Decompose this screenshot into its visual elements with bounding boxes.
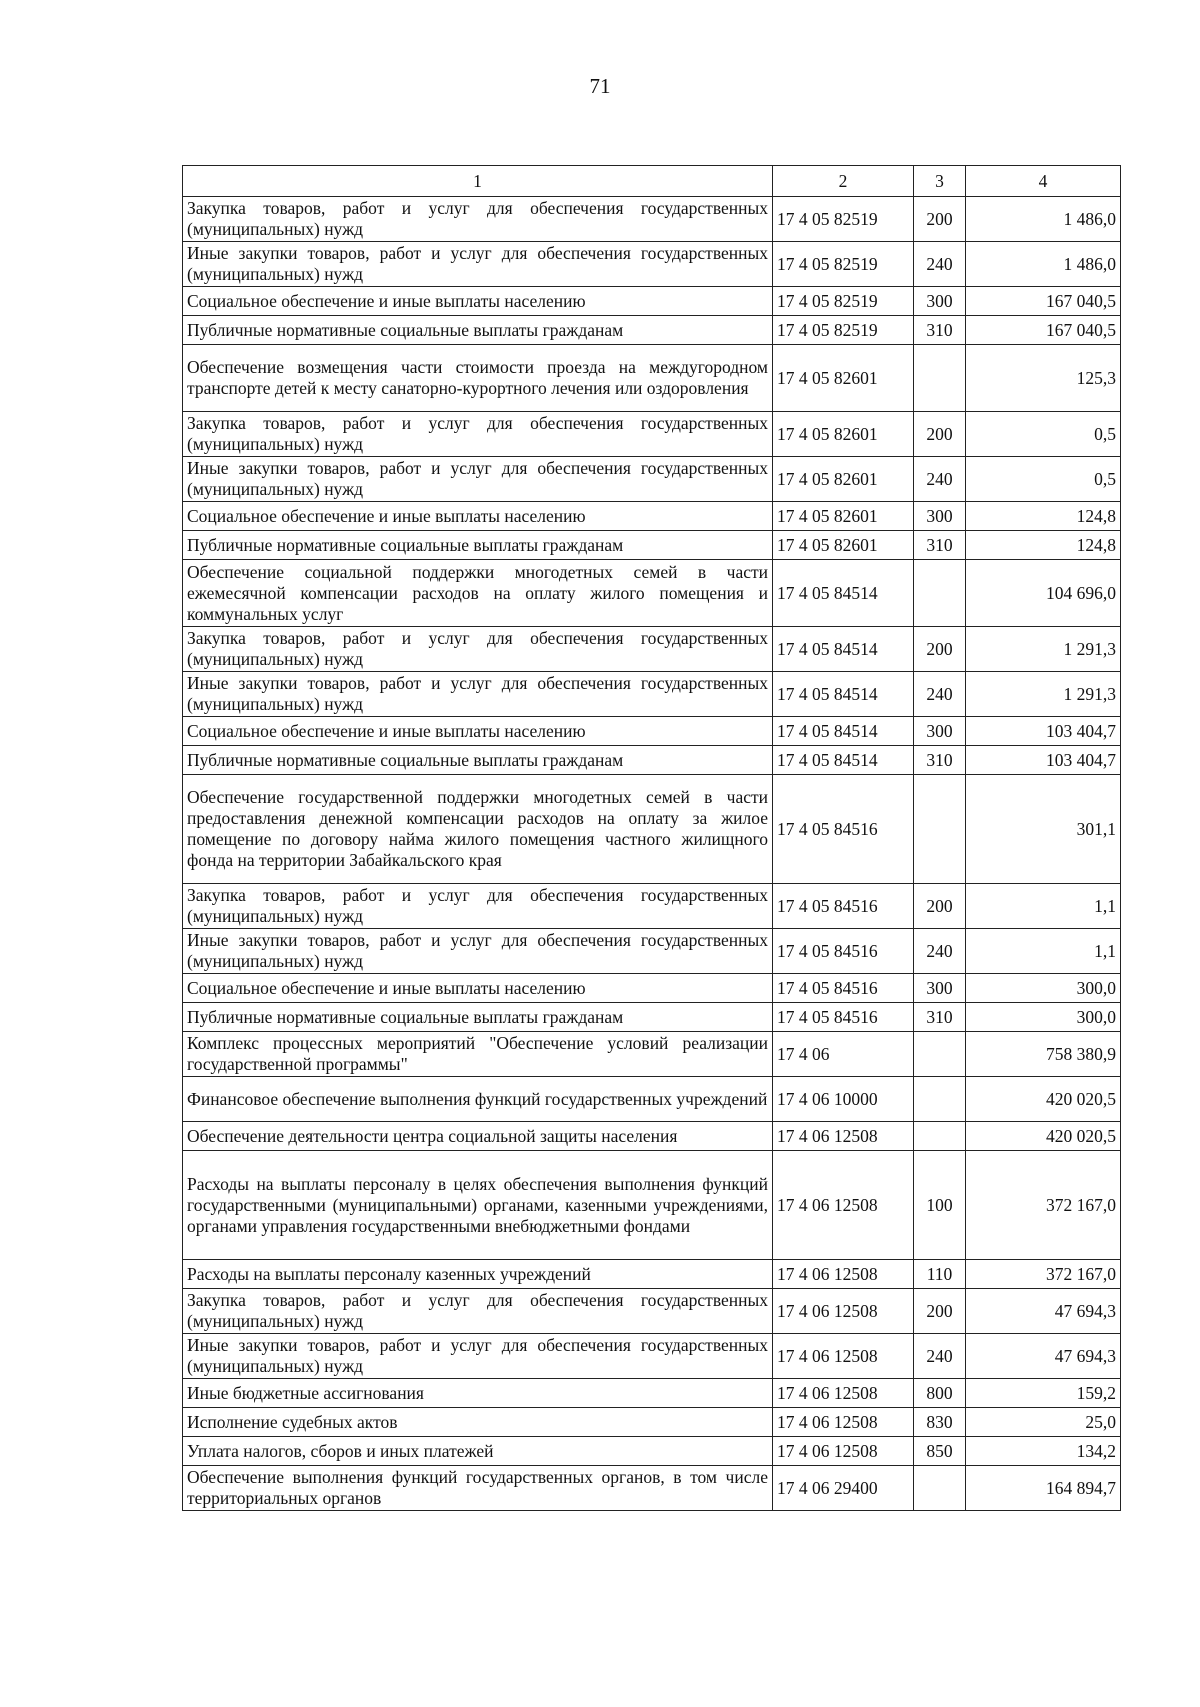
row-amount: 159,2 xyxy=(966,1379,1121,1408)
row-description: Социальное обеспечение и иные выплаты населению xyxy=(183,717,773,746)
row-code: 17 4 06 12508 xyxy=(773,1122,914,1151)
row-amount: 47 694,3 xyxy=(966,1334,1121,1379)
row-amount: 1 486,0 xyxy=(966,242,1121,287)
row-amount: 124,8 xyxy=(966,531,1121,560)
row-code: 17 4 06 29400 xyxy=(773,1466,914,1511)
row-description: Комплекс процессных мероприятий "Обеспечение условий реализации государственной программы" xyxy=(183,1032,773,1077)
row-expense-type: 240 xyxy=(914,457,966,502)
row-expense-type: 200 xyxy=(914,884,966,929)
row-expense-type: 300 xyxy=(914,287,966,316)
row-code: 17 4 06 12508 xyxy=(773,1379,914,1408)
row-expense-type: 830 xyxy=(914,1408,966,1437)
row-description: Уплата налогов, сборов и иных платежей xyxy=(183,1437,773,1466)
row-description: Иные закупки товаров, работ и услуг для обеспечения государственных (муниципальных) нужд xyxy=(183,242,773,287)
table-row xyxy=(183,1289,1121,1334)
row-expense-type xyxy=(914,1122,966,1151)
header-amount: 4 xyxy=(966,166,1121,197)
row-code: 17 4 05 84514 xyxy=(773,627,914,672)
row-expense-type xyxy=(914,1466,966,1511)
table-row xyxy=(183,1334,1121,1379)
header-code: 2 xyxy=(773,166,914,197)
row-amount: 1,1 xyxy=(966,929,1121,974)
row-code: 17 4 05 82519 xyxy=(773,287,914,316)
row-code: 17 4 05 84514 xyxy=(773,717,914,746)
row-code: 17 4 05 84516 xyxy=(773,1003,914,1032)
table-row xyxy=(183,345,1121,412)
page-number: 71 xyxy=(589,74,611,98)
row-expense-type: 310 xyxy=(914,1003,966,1032)
row-description: Закупка товаров, работ и услуг для обеспечения государственных (муниципальных) нужд xyxy=(183,412,773,457)
table-row xyxy=(183,412,1121,457)
row-description: Закупка товаров, работ и услуг для обеспечения государственных (муниципальных) нужд xyxy=(183,1289,773,1334)
table-body xyxy=(183,197,1121,1511)
row-description: Закупка товаров, работ и услуг для обеспечения государственных (муниципальных) нужд xyxy=(183,627,773,672)
row-expense-type: 310 xyxy=(914,316,966,345)
row-amount: 372 167,0 xyxy=(966,1151,1121,1260)
row-expense-type: 850 xyxy=(914,1437,966,1466)
row-amount: 0,5 xyxy=(966,412,1121,457)
table-row xyxy=(183,775,1121,884)
row-amount: 301,1 xyxy=(966,775,1121,884)
row-code: 17 4 05 82519 xyxy=(773,242,914,287)
row-expense-type: 310 xyxy=(914,531,966,560)
row-amount: 1,1 xyxy=(966,884,1121,929)
row-expense-type: 200 xyxy=(914,1289,966,1334)
row-description: Социальное обеспечение и иные выплаты населению xyxy=(183,974,773,1003)
row-description: Обеспечение деятельности центра социальной защиты населения xyxy=(183,1122,773,1151)
row-code: 17 4 06 10000 xyxy=(773,1077,914,1122)
row-description: Социальное обеспечение и иные выплаты населению xyxy=(183,502,773,531)
table-row xyxy=(183,316,1121,345)
row-amount: 125,3 xyxy=(966,345,1121,412)
row-amount: 134,2 xyxy=(966,1437,1121,1466)
row-amount: 300,0 xyxy=(966,1003,1121,1032)
row-expense-type: 240 xyxy=(914,242,966,287)
row-amount: 103 404,7 xyxy=(966,717,1121,746)
row-description: Закупка товаров, работ и услуг для обеспечения государственных (муниципальных) нужд xyxy=(183,197,773,242)
row-code: 17 4 05 84516 xyxy=(773,775,914,884)
row-code: 17 4 05 84514 xyxy=(773,746,914,775)
row-description: Обеспечение выполнения функций государственных органов, в том числе территориальных органов xyxy=(183,1466,773,1511)
row-expense-type xyxy=(914,560,966,627)
row-expense-type: 300 xyxy=(914,502,966,531)
row-amount: 167 040,5 xyxy=(966,316,1121,345)
row-code: 17 4 05 82519 xyxy=(773,197,914,242)
row-expense-type: 800 xyxy=(914,1379,966,1408)
row-description: Обеспечение возмещения части стоимости проезда на междугородном транспорте детей к месту санаторно-курортного лечения или оздоровления xyxy=(183,345,773,412)
row-code: 17 4 05 84516 xyxy=(773,974,914,1003)
row-description: Публичные нормативные социальные выплаты гражданам xyxy=(183,1003,773,1032)
row-code: 17 4 06 12508 xyxy=(773,1334,914,1379)
row-description: Обеспечение социальной поддержки многодетных семей в части ежемесячной компенсации расходов на оплату жилого помещения и коммунальных услуг xyxy=(183,560,773,627)
row-amount: 420 020,5 xyxy=(966,1077,1121,1122)
row-expense-type xyxy=(914,775,966,884)
row-code: 17 4 05 82601 xyxy=(773,502,914,531)
table-header-row xyxy=(183,166,1121,197)
table-row xyxy=(183,717,1121,746)
budget-table xyxy=(182,165,1121,1511)
table-row xyxy=(183,1466,1121,1511)
header-description: 1 xyxy=(183,166,773,197)
row-expense-type: 240 xyxy=(914,1334,966,1379)
row-expense-type: 240 xyxy=(914,672,966,717)
row-amount: 420 020,5 xyxy=(966,1122,1121,1151)
row-description: Финансовое обеспечение выполнения функций государственных учреждений xyxy=(183,1077,773,1122)
row-description: Публичные нормативные социальные выплаты гражданам xyxy=(183,746,773,775)
row-amount: 103 404,7 xyxy=(966,746,1121,775)
table-row xyxy=(183,457,1121,502)
table-row xyxy=(183,531,1121,560)
row-amount: 0,5 xyxy=(966,457,1121,502)
table-row xyxy=(183,746,1121,775)
header-expense-type: 3 xyxy=(914,166,966,197)
row-code: 17 4 06 12508 xyxy=(773,1289,914,1334)
table-row xyxy=(183,1032,1121,1077)
row-expense-type xyxy=(914,1077,966,1122)
table-row xyxy=(183,1437,1121,1466)
table-row xyxy=(183,974,1121,1003)
row-code: 17 4 06 12508 xyxy=(773,1260,914,1289)
row-expense-type: 200 xyxy=(914,627,966,672)
row-description: Обеспечение государственной поддержки многодетных семей в части предоставления денежной компенсации расходов на оплату за жилое помещение по договору найма жилого помещения частного жилищного фонда на территории Забайкальского края xyxy=(183,775,773,884)
row-code: 17 4 06 xyxy=(773,1032,914,1077)
row-amount: 1 291,3 xyxy=(966,627,1121,672)
row-code: 17 4 06 12508 xyxy=(773,1437,914,1466)
row-code: 17 4 05 82519 xyxy=(773,316,914,345)
row-amount: 124,8 xyxy=(966,502,1121,531)
row-description: Иные закупки товаров, работ и услуг для обеспечения государственных (муниципальных) нужд xyxy=(183,1334,773,1379)
row-amount: 167 040,5 xyxy=(966,287,1121,316)
table-row xyxy=(183,1151,1121,1260)
row-code: 17 4 05 84516 xyxy=(773,884,914,929)
row-expense-type: 200 xyxy=(914,197,966,242)
row-code: 17 4 05 82601 xyxy=(773,412,914,457)
row-expense-type: 300 xyxy=(914,974,966,1003)
table-row xyxy=(183,884,1121,929)
row-description: Иные закупки товаров, работ и услуг для обеспечения государственных (муниципальных) нужд xyxy=(183,457,773,502)
row-expense-type xyxy=(914,1032,966,1077)
table-row xyxy=(183,502,1121,531)
row-code: 17 4 05 84516 xyxy=(773,929,914,974)
row-description: Социальное обеспечение и иные выплаты населению xyxy=(183,287,773,316)
row-expense-type: 100 xyxy=(914,1151,966,1260)
table-row xyxy=(183,1122,1121,1151)
row-amount: 300,0 xyxy=(966,974,1121,1003)
row-code: 17 4 05 82601 xyxy=(773,531,914,560)
row-description: Расходы на выплаты персоналу в целях обеспечения выполнения функций государственными (муниципальными) органами, казенными учреждениями, органами управления государственными внебюджетными фондами xyxy=(183,1151,773,1260)
table-row xyxy=(183,1408,1121,1437)
row-description: Публичные нормативные социальные выплаты гражданам xyxy=(183,316,773,345)
table-row xyxy=(183,1077,1121,1122)
table-row xyxy=(183,929,1121,974)
row-expense-type: 240 xyxy=(914,929,966,974)
row-amount: 47 694,3 xyxy=(966,1289,1121,1334)
row-amount: 372 167,0 xyxy=(966,1260,1121,1289)
row-code: 17 4 05 82601 xyxy=(773,457,914,502)
row-description: Исполнение судебных актов xyxy=(183,1408,773,1437)
row-code: 17 4 05 84514 xyxy=(773,672,914,717)
row-description: Иные бюджетные ассигнования xyxy=(183,1379,773,1408)
row-expense-type: 310 xyxy=(914,746,966,775)
row-description: Расходы на выплаты персоналу казенных учреждений xyxy=(183,1260,773,1289)
table-row xyxy=(183,627,1121,672)
row-amount: 1 486,0 xyxy=(966,197,1121,242)
row-amount: 164 894,7 xyxy=(966,1466,1121,1511)
table-row xyxy=(183,197,1121,242)
row-description: Иные закупки товаров, работ и услуг для обеспечения государственных (муниципальных) нужд xyxy=(183,929,773,974)
row-amount: 1 291,3 xyxy=(966,672,1121,717)
table-row xyxy=(183,1003,1121,1032)
row-code: 17 4 05 84514 xyxy=(773,560,914,627)
row-expense-type: 200 xyxy=(914,412,966,457)
row-amount: 104 696,0 xyxy=(966,560,1121,627)
table-row xyxy=(183,287,1121,316)
row-description: Закупка товаров, работ и услуг для обеспечения государственных (муниципальных) нужд xyxy=(183,884,773,929)
row-description: Публичные нормативные социальные выплаты гражданам xyxy=(183,531,773,560)
row-amount: 758 380,9 xyxy=(966,1032,1121,1077)
row-expense-type: 110 xyxy=(914,1260,966,1289)
table-row xyxy=(183,242,1121,287)
table-row xyxy=(183,672,1121,717)
row-expense-type: 300 xyxy=(914,717,966,746)
row-amount: 25,0 xyxy=(966,1408,1121,1437)
row-description: Иные закупки товаров, работ и услуг для обеспечения государственных (муниципальных) нужд xyxy=(183,672,773,717)
row-code: 17 4 06 12508 xyxy=(773,1408,914,1437)
row-expense-type xyxy=(914,345,966,412)
row-code: 17 4 06 12508 xyxy=(773,1151,914,1260)
table-row xyxy=(183,1379,1121,1408)
table-row xyxy=(183,1260,1121,1289)
table-row xyxy=(183,560,1121,627)
row-code: 17 4 05 82601 xyxy=(773,345,914,412)
